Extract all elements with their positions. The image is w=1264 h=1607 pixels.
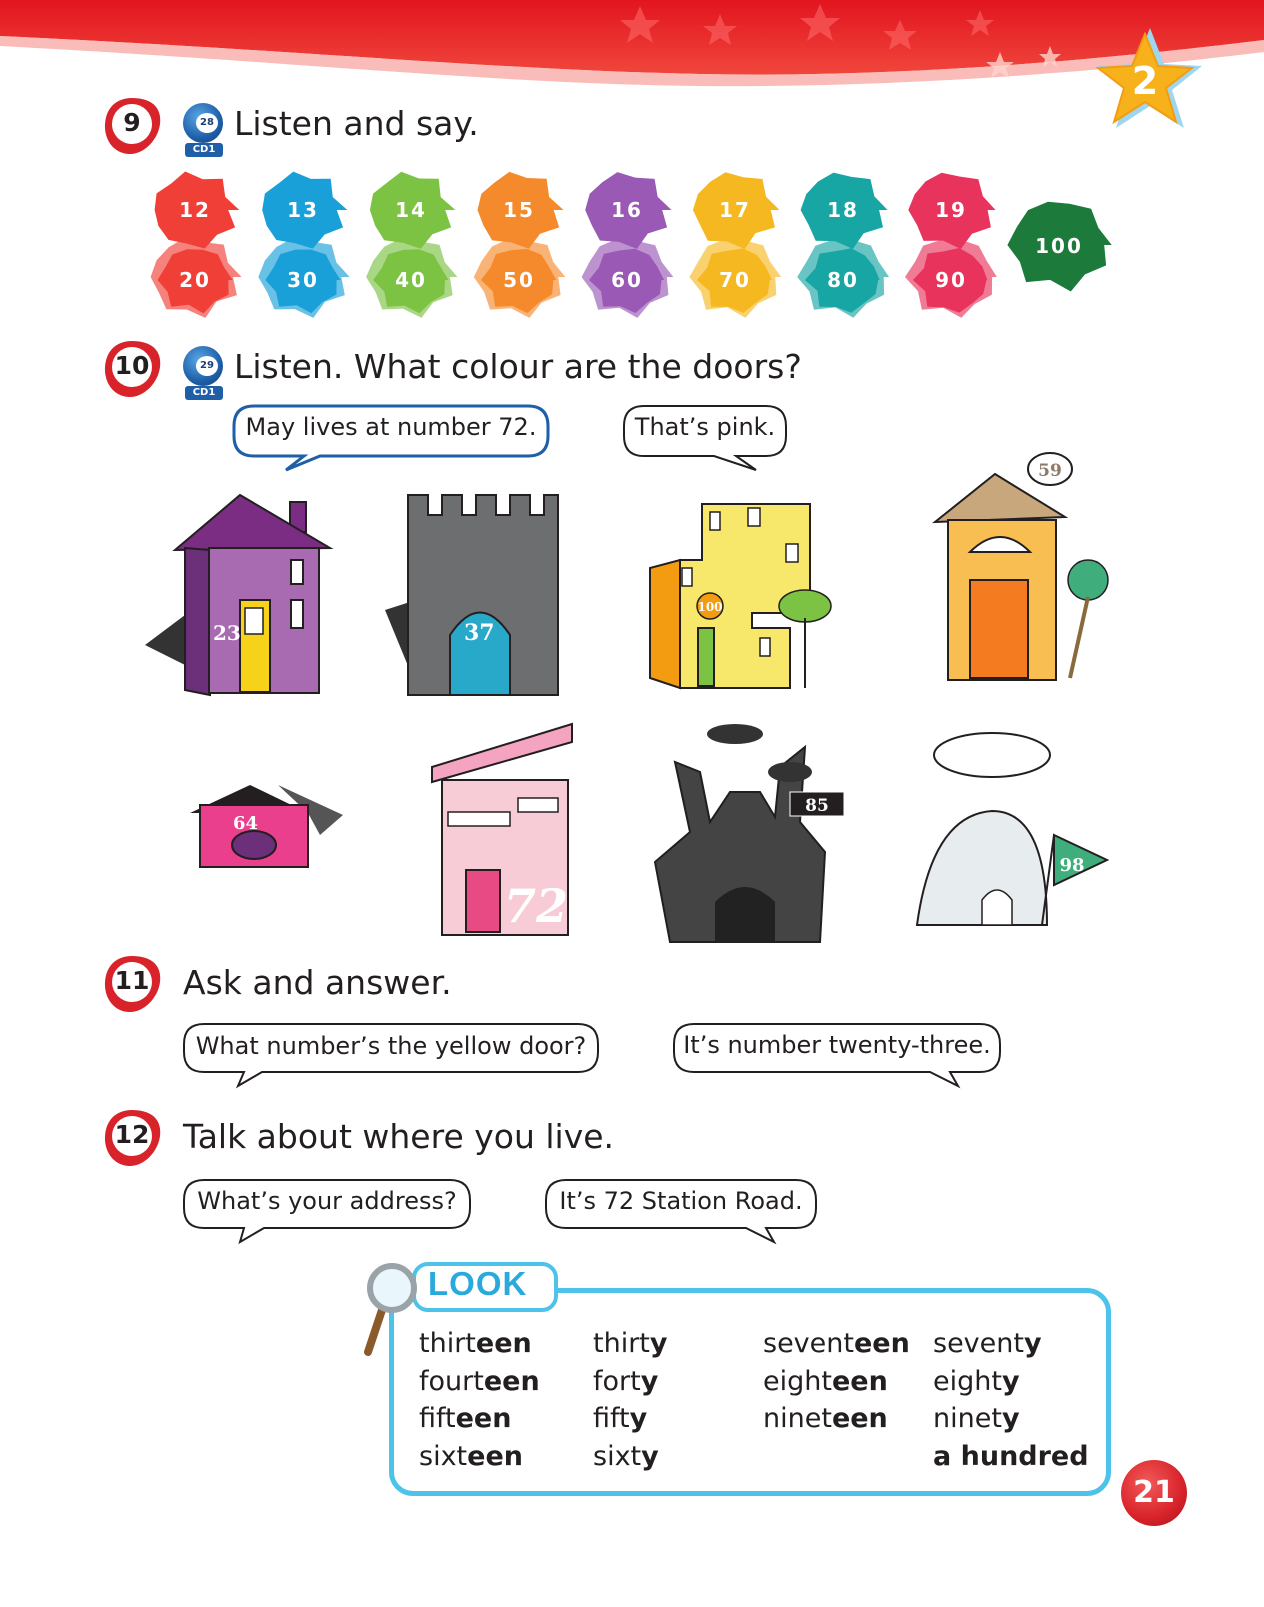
bubble-text: It’s number twenty-three.: [683, 1031, 991, 1059]
bubble-text: What number’s the yellow door?: [195, 1032, 587, 1060]
splat-number: 60: [611, 268, 643, 292]
exercise-10-badge: [100, 337, 164, 401]
word-stem: sevent: [933, 1328, 1024, 1359]
magnifier-icon: [360, 1262, 424, 1358]
number-splat: [474, 172, 566, 318]
house-number: 37: [464, 620, 495, 646]
purple-house-illustration: [145, 490, 345, 700]
word-suffix: een: [475, 1328, 532, 1359]
speech-bubble: [182, 1022, 600, 1088]
splat-number: 50: [503, 268, 535, 292]
splat-number: 100: [1035, 234, 1083, 258]
haunted-castle-illustration: [650, 722, 850, 947]
word-stem: sixt: [419, 1440, 468, 1472]
splat-number: 80: [827, 268, 859, 292]
speech-bubble: [544, 1178, 818, 1244]
look-word: [419, 1363, 540, 1401]
word-suffix: een: [853, 1328, 910, 1359]
doghouse-illustration: [188, 765, 348, 875]
number-splat: [582, 172, 674, 318]
exercise-12-title: Talk about where you live.: [183, 1117, 615, 1156]
word-stem: thirt: [593, 1328, 650, 1359]
word-suffix: y: [641, 1440, 659, 1472]
cd-label: CD1: [185, 143, 223, 157]
word-suffix: y: [1001, 1403, 1020, 1434]
number-splat: [151, 172, 242, 318]
word-suffix: y: [629, 1403, 648, 1434]
word-suffix: a hundred: [933, 1440, 1089, 1472]
exercise-number: 12: [114, 1120, 150, 1149]
exercise-9-badge: [100, 94, 164, 158]
number-splat: [258, 172, 349, 318]
look-word: [593, 1363, 668, 1401]
igloo-illustration: [912, 725, 1112, 935]
word-suffix: y: [649, 1328, 668, 1359]
splat-number: 14: [395, 198, 427, 222]
exercise-12-badge: [100, 1106, 164, 1170]
word-suffix: een: [483, 1365, 540, 1397]
look-word: [763, 1363, 910, 1401]
word-suffix: een: [467, 1440, 523, 1472]
word-stem: sevent: [763, 1328, 854, 1359]
look-word: [593, 1325, 668, 1363]
splat-number: 16: [611, 198, 643, 222]
word-stem: fift: [419, 1403, 456, 1434]
word-stem: fort: [593, 1365, 641, 1397]
word-stem: ninet: [933, 1403, 1002, 1434]
number-splat: [1007, 202, 1111, 292]
bubble-text: That’s pink.: [634, 413, 776, 441]
house-number: 59: [1038, 461, 1062, 481]
look-word: [593, 1400, 668, 1438]
splat-number: 13: [287, 198, 319, 222]
word-stem: fourt: [419, 1365, 484, 1397]
look-column-teens-1: [419, 1325, 540, 1475]
page-number: 21: [1121, 1460, 1187, 1526]
look-column-teens-2: [763, 1325, 910, 1438]
track-number: 28: [196, 113, 218, 133]
pink-house-illustration: [424, 712, 584, 937]
unit-star: [1090, 26, 1210, 141]
splat-number: 12: [179, 198, 211, 222]
number-splat: [689, 172, 781, 318]
look-word: [763, 1400, 910, 1438]
word-suffix: een: [455, 1403, 512, 1434]
look-word: [419, 1400, 540, 1438]
look-word: [933, 1325, 1089, 1363]
look-column-tens-1: [593, 1325, 668, 1475]
look-word: [419, 1325, 540, 1363]
exercise-number: 10: [114, 351, 150, 380]
splat-number: 18: [827, 198, 859, 222]
speech-bubble-blue: [232, 404, 550, 472]
castle-illustration: [380, 490, 565, 700]
house-number: 64: [233, 813, 259, 834]
bubble-text: May lives at number 72.: [245, 413, 537, 441]
word-suffix: y: [1023, 1328, 1042, 1359]
look-column-tens-2: [933, 1325, 1089, 1475]
speech-bubble: [672, 1022, 1002, 1088]
word-stem: sixt: [593, 1440, 642, 1472]
splat-number: 40: [395, 268, 427, 292]
word-stem: eight: [933, 1365, 1002, 1397]
splat-number: 90: [935, 268, 967, 292]
look-word: [763, 1325, 910, 1363]
cd-label: CD1: [185, 386, 223, 400]
house-number: 85: [805, 796, 829, 816]
look-word: [933, 1438, 1089, 1476]
look-word: [419, 1438, 540, 1476]
house-number: 100: [697, 600, 723, 614]
number-splat: [366, 172, 457, 318]
word-stem: fift: [593, 1403, 630, 1434]
look-word: [933, 1400, 1089, 1438]
word-suffix: een: [831, 1365, 888, 1397]
house-number: 72: [504, 879, 569, 933]
number-splats: [140, 165, 1140, 335]
look-title: LOOK: [428, 1265, 528, 1302]
look-word: [933, 1363, 1089, 1401]
splat-number: 17: [719, 198, 751, 222]
speech-bubble: [622, 404, 788, 472]
splat-number: 70: [719, 268, 751, 292]
house-number: 23: [213, 621, 241, 645]
exercise-number: 9: [123, 108, 141, 137]
house-number: 98: [1059, 855, 1085, 876]
bubble-text: It’s 72 Station Road.: [559, 1187, 803, 1215]
splat-number: 15: [503, 198, 535, 222]
unit-number: 2: [1131, 59, 1159, 103]
exercise-11-title: Ask and answer.: [183, 963, 452, 1002]
splat-number: 19: [935, 198, 967, 222]
audio-track-button[interactable]: [183, 346, 225, 408]
top-banner: [0, 0, 1264, 90]
yellow-house-illustration: [640, 488, 860, 698]
bubble-text: What’s your address?: [197, 1187, 457, 1215]
exercise-11-badge: [100, 952, 164, 1016]
track-number: 29: [196, 356, 218, 376]
orange-house-illustration: [930, 452, 1120, 687]
look-word: [593, 1438, 668, 1476]
exercise-10-title: Listen. What colour are the doors?: [234, 347, 802, 386]
word-stem: ninet: [763, 1403, 832, 1434]
word-stem: eight: [763, 1365, 832, 1397]
exercise-number: 11: [114, 966, 150, 995]
exercise-9-title: Listen and say.: [234, 104, 479, 143]
number-splat: [797, 173, 889, 318]
word-suffix: y: [1001, 1365, 1020, 1397]
splat-number: 30: [287, 268, 319, 292]
splat-number: 20: [179, 268, 211, 292]
word-suffix: y: [640, 1365, 659, 1397]
audio-track-button[interactable]: [183, 103, 225, 165]
number-splat: [905, 173, 997, 318]
speech-bubble: [182, 1178, 472, 1244]
word-stem: thirt: [419, 1328, 476, 1359]
word-suffix: een: [831, 1403, 888, 1434]
